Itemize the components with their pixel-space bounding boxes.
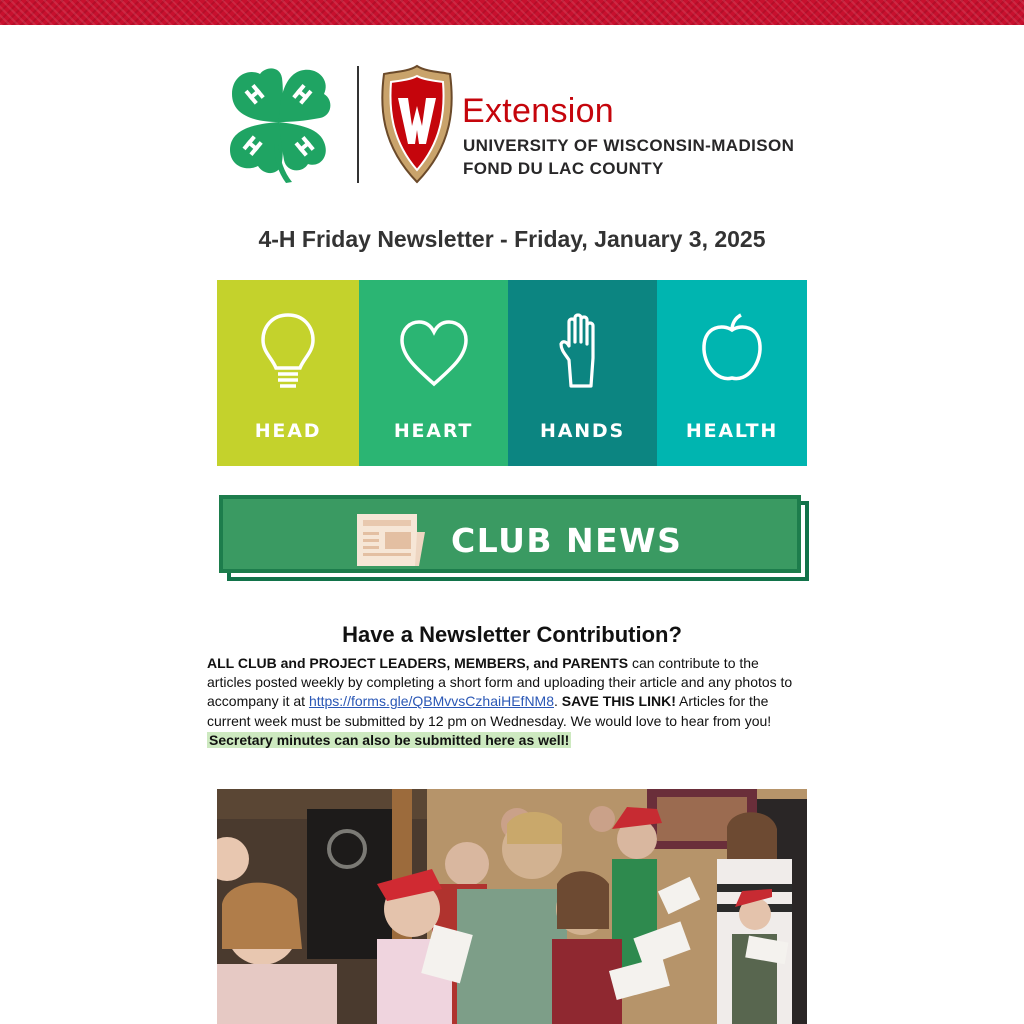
caroling-photo bbox=[217, 789, 807, 1024]
county-name: FOND DU LAC COUNTY bbox=[463, 159, 664, 178]
top-decorative-bar bbox=[0, 0, 1024, 25]
pillar-label-head: HEAD bbox=[254, 420, 322, 442]
contribution-lead: ALL CLUB and PROJECT LEADERS, MEMBERS, and PARENTS bbox=[207, 655, 629, 671]
contribution-text-1: can contribute to the articles posted weekly by completing a short form and uploading their article and any photos to accompany it at bbox=[207, 655, 793, 710]
contribution-text-3: Articles for the current week must be submitted by 12 pm on Wednesday. We would love to hear from you! bbox=[207, 693, 772, 729]
club-news-banner-front bbox=[219, 495, 801, 573]
club-news-label: CLUB NEWS bbox=[451, 521, 683, 560]
lightbulb-icon bbox=[258, 312, 318, 394]
caroling-photo-illustration bbox=[217, 789, 807, 1024]
pillar-head bbox=[217, 280, 359, 466]
save-link-notice: SAVE THIS LINK! bbox=[561, 693, 676, 710]
four-h-pillars bbox=[217, 280, 807, 466]
logo-divider bbox=[357, 66, 359, 183]
newsletter-title: 4-H Friday Newsletter - Friday, January 3, 2025 bbox=[258, 226, 766, 252]
pillar-label-hands: HANDS bbox=[540, 420, 625, 442]
contribution-text-2: . bbox=[554, 693, 562, 710]
extension-title: Extension bbox=[462, 92, 615, 130]
contribution-heading: Have a Newsletter Contribution? bbox=[342, 622, 682, 647]
club-news-banner bbox=[219, 495, 811, 583]
university-name: UNIVERSITY OF WISCONSIN-MADISON bbox=[463, 136, 795, 155]
pillar-label-health: HEALTH bbox=[685, 420, 779, 442]
pillar-heart bbox=[359, 280, 508, 466]
heart-icon bbox=[398, 318, 470, 390]
uw-crest-icon bbox=[378, 64, 456, 184]
apple-icon bbox=[699, 312, 765, 386]
newspaper-icon bbox=[353, 512, 429, 568]
contribution-form-link[interactable]: https://forms.gle/QBMvvsCzhaiHEfNM8 bbox=[308, 693, 554, 710]
pillar-label-heart: HEART bbox=[393, 420, 474, 442]
contribution-body bbox=[207, 654, 807, 750]
hand-icon bbox=[557, 312, 609, 388]
pillar-health bbox=[657, 280, 807, 466]
clover-logo-icon bbox=[222, 64, 337, 184]
header-logos bbox=[222, 62, 802, 187]
secretary-minutes-note: Secretary minutes can also be submitted here as well! bbox=[209, 731, 570, 748]
pillar-hands bbox=[508, 280, 657, 466]
